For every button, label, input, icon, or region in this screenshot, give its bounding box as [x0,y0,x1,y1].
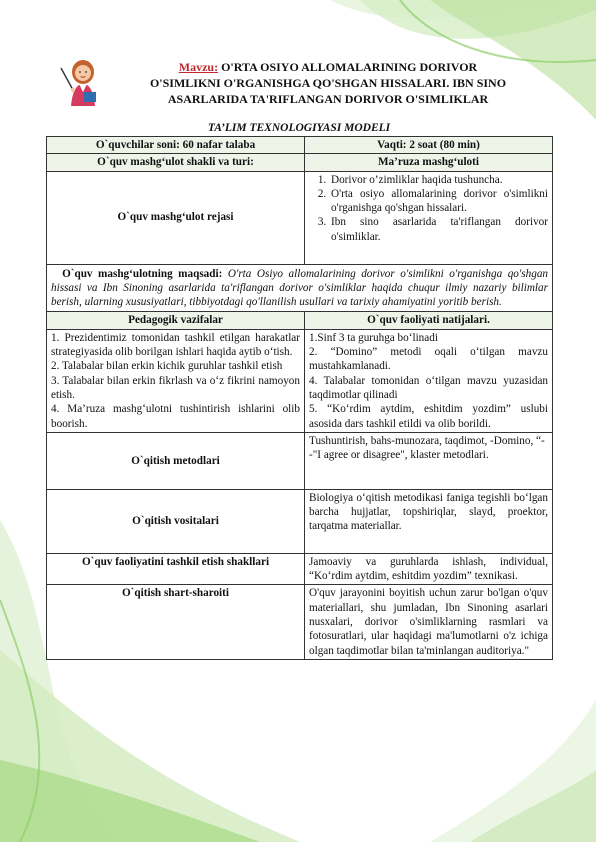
lesson-model-table [46,136,553,660]
table-row [47,329,553,432]
conditions-value: O'quv jarayonini boyitish uchun zarur bo'lgan o'quv materiallari, shu jumladan, Ibn Sinoning asarlari nusxalari, dorivor o'simliklarning rasmlari va fotosuratlari, ular haqidagi ma'lumotlarni o'z ichiga olgan taqdimotlar bilan ta'minlangan auditoriya." [305,585,553,659]
title-line-3: ASARLARIDA TA'RIFLANGAN DORIVOR O'SIMLIKLAR [167,92,489,106]
results-header: O`quv faoliyati natijalari. [305,312,553,329]
goal-text: O'rta Osiyo allomalarining dorivor o'simlikni o'rganishga qo'shgan hissasi va Ibn Sinoning asarlarida ta'riflangan dorivor o'simliklar haqida chuqur ilmiy nazariy bilimlar berish, ularning xususiyatlari, tibbiyotdagi qo'llanilish usullari va tarixiy ahamiyatini yoritib berish. [51,267,549,309]
table-row [47,137,553,154]
goal-cell [47,264,553,312]
form-value: Ma’ruza mashg‘uloti [305,154,553,171]
table-row [47,312,553,329]
table-row [47,171,553,264]
forms-value: Jamoaviy va guruhlarda ishlash, individual, “Ko‘rdim aytdim, eshitdim yozdim” texnikasi. [305,553,553,585]
table-row [47,553,553,585]
table-row [47,489,553,553]
conditions-label: O`qitish shart-sharoiti [47,585,305,659]
list-item: 4. Talabalar tomonidan o‘tilgan mavzu yuzasidan taqdimotlar qilinadi [309,374,548,401]
mavzu-label: Mavzu: [178,60,219,74]
forms-label: O`quv faoliyatini tashkil etish shakllari [47,553,305,585]
methods-value: Tushuntirish, bahs-munozara, taqdimot, -Domino, “--"I agree or disagree", klaster metodlari. [305,432,553,489]
plan-list [309,173,548,244]
list-item: 2. O'rta osiyo allomalarining dorivor o'simlikni o'rganishga qo'shgan hissalari. [329,187,548,216]
title-line-1: O'RTA OSIYO ALLOMALARINING DORIVOR [221,60,478,74]
list-item: 2. Talabalar bilan erkin kichik guruhlar tashkil etish [51,360,283,373]
methods-label: O`qitish metodlari [47,432,305,489]
plan-label: O`quv mashg‘ulot rejasi [47,171,305,264]
tools-value: Biologiya o‘qitish metodikasi faniga tegishli bo‘lgan barcha hujjatlar, topshiriqlar, slayd, proektor, tarqatma materiallar. [305,489,553,553]
lesson-time: Vaqti: 2 soat (80 min) [305,137,553,154]
title-line-2: O'SIMLIKNI O'RGANISHGA QO'SHGAN HISSALARI. IBN SINO [149,76,507,90]
tasks-header: Pedagogik vazifalar [47,312,305,329]
table-row [47,585,553,659]
table-row [47,264,553,312]
list-item: 2. “Domino” metodi oqali o‘tilgan mavzu mustahkamlanadi. [309,346,548,373]
lesson-title [112,59,544,107]
list-item: 1.Sinf 3 ta guruhga bo‘linadi [309,331,438,344]
model-heading: TA’LIM TEXNOLOGIYASI MODELI [207,122,391,134]
list-item: 1. Prezidentimiz tomonidan tashkil etilgan harakatlar strategiyasida olib borilgan ishlari haqida aytib o‘tish. [51,331,300,359]
form-label: O`quv mashg‘ulot shakli va turi: [47,154,305,171]
list-item: 5. “Ko‘rdim aytdim, eshitdim yozdim” uslubi asosida dars tashkil etildi va olib borildi. [309,403,548,430]
teacher-icon [57,56,107,111]
results-cell [305,329,553,432]
tools-label: O`qitish vositalari [47,489,305,553]
table-row [47,432,553,489]
table-row [47,154,553,171]
students-count: O`quvchilar soni: 60 nafar talaba [47,137,305,154]
plan-list-cell [305,171,553,264]
list-item: 4. Ma’ruza mashg‘ulotni tushintirish ishlarini olib boorish. [51,403,300,430]
goal-label: O`quv mashg‘ulotning maqsadi: [62,267,223,280]
list-item: 3. Talabalar bilan erkin fikrlash va o‘z fikrini namoyon etish. [51,374,300,401]
tasks-cell [47,329,305,432]
list-item: 3. Ibn sino asarlarida ta'riflangan dorivor o'simliklar. [329,215,548,244]
list-item: 1. Dorivor o’zimliklar haqida tushuncha. [329,173,548,187]
